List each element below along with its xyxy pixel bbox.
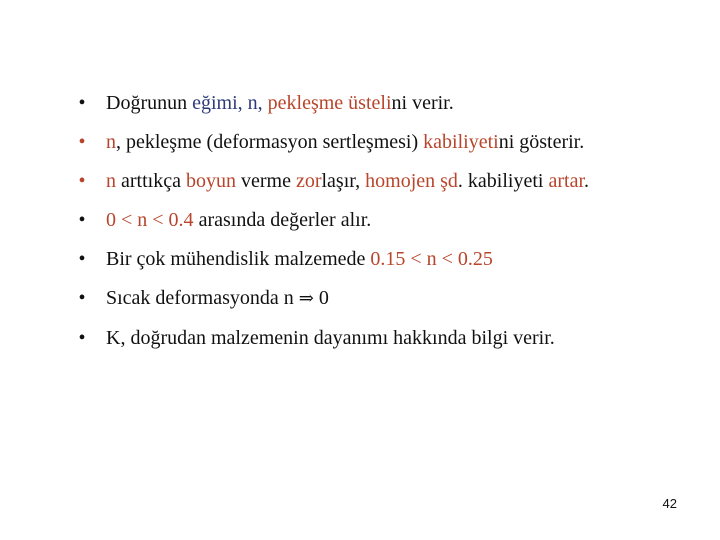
bullet-text-segment: Doğrunun xyxy=(106,92,193,114)
bullet-text-segment: , pekleşme (deformasyon sertleşmesi) xyxy=(116,131,424,153)
bullet-text-segment: ni gösterir. xyxy=(498,131,585,153)
bullet-item xyxy=(72,164,702,198)
bullet-item xyxy=(72,281,702,316)
bullet-text-segment: 0.15 < n < 0.25 xyxy=(370,248,493,270)
bullet-text-segment: boyun xyxy=(185,170,236,192)
bullet-text-segment: 0 < n < 0.4 xyxy=(106,209,194,231)
bullet-text-segment: zor xyxy=(295,170,322,192)
bullet-text-segment: . kabiliyeti xyxy=(457,170,549,192)
bullet-text-segment: . xyxy=(584,170,589,192)
bullet-text-segment: ni verir. xyxy=(391,92,454,114)
bullet-text-segment: 0 xyxy=(313,287,329,309)
bullet-item xyxy=(72,203,702,237)
bullet-text-segment: arttıkça xyxy=(116,170,186,192)
bullet-text-segment: kabiliyeti xyxy=(423,131,499,153)
bullet-text-segment: homojen şd xyxy=(365,170,458,192)
bullet-text-segment: pekleşme üsteli xyxy=(267,92,392,114)
bullet-dot-icon: • xyxy=(78,131,86,153)
bullet-dot-icon: • xyxy=(78,209,86,231)
implies-arrow-icon: ⇒ xyxy=(298,288,314,309)
bullet-text-segment: n xyxy=(106,170,116,192)
bullet-text-segment: K, doğrudan malzemenin dayanımı hakkında bilgi verir. xyxy=(106,327,555,349)
bullet-dot-icon: • xyxy=(78,248,86,270)
bullet-list xyxy=(72,86,702,360)
bullet-text-segment: verme xyxy=(235,170,296,192)
bullet-text-segment: arasında değerler alır. xyxy=(193,209,372,231)
bullet-text-segment: eğimi, n, xyxy=(192,92,263,114)
bullet-text-segment: n xyxy=(106,131,116,153)
bullet-text-segment: Sıcak deformasyonda n xyxy=(106,287,299,309)
bullet-text-segment: Bir çok mühendislik malzemede xyxy=(106,248,371,270)
bullet-item xyxy=(72,321,702,355)
bullet-item xyxy=(72,86,702,120)
bullet-text-segment: artar xyxy=(548,170,584,192)
bullet-item xyxy=(72,125,702,159)
bullet-dot-icon: • xyxy=(78,170,86,192)
bullet-item xyxy=(72,242,702,276)
page-number: 42 xyxy=(662,496,677,511)
bullet-text-segment: laşır, xyxy=(321,170,366,192)
bullet-dot-icon: • xyxy=(78,92,86,114)
bullet-dot-icon: • xyxy=(78,287,86,309)
bullet-dot-icon: • xyxy=(78,327,86,349)
